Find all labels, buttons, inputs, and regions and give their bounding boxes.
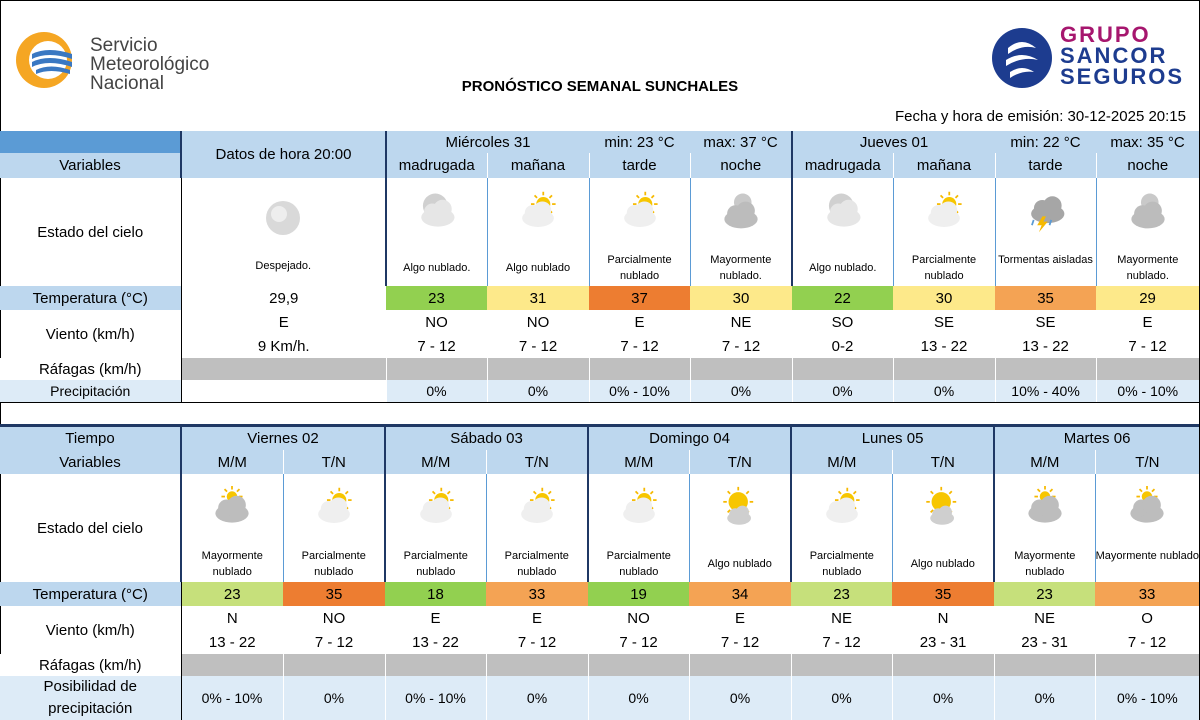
prec-cell: 0% bbox=[486, 676, 588, 720]
wind-dir-cell: SO bbox=[831, 313, 854, 331]
divider bbox=[0, 402, 1199, 403]
sky-cell bbox=[689, 474, 791, 582]
gust-cell bbox=[181, 654, 283, 676]
sky-cell bbox=[181, 474, 283, 582]
wind-speed-cell: 7 - 12 bbox=[721, 337, 761, 355]
temp-cell: 37 bbox=[589, 286, 690, 310]
wind-speed-cell: 23 - 31 bbox=[1021, 633, 1068, 651]
temp-cell: 33 bbox=[486, 582, 588, 606]
period-header: M/M bbox=[791, 450, 892, 474]
prec-cell: 0% - 10% bbox=[1096, 380, 1199, 402]
prec-cell: 0% bbox=[690, 380, 792, 402]
prec-cell: 0% bbox=[994, 676, 1095, 720]
gust-label: Ráfagas (km/h) bbox=[0, 654, 181, 676]
prec-cell: 0% bbox=[689, 676, 791, 720]
prec-cell: 0% bbox=[588, 676, 689, 720]
wind-speed-cell: 13 - 22 bbox=[920, 337, 968, 355]
sky-caption: Mayormente nublado. bbox=[1117, 254, 1179, 282]
sky-caption: Algo nublado bbox=[505, 262, 571, 274]
sky-caption: Parcialmente nublado bbox=[607, 254, 672, 282]
wind-dir-cell: N bbox=[226, 609, 238, 627]
temp-cell: 30 bbox=[893, 286, 995, 310]
sun-cloud-icon bbox=[615, 486, 663, 530]
gust-cell bbox=[486, 654, 588, 676]
gust-cell bbox=[792, 358, 893, 380]
sky-caption: Parcialmente nublado bbox=[606, 550, 671, 578]
sky-cell bbox=[1095, 474, 1199, 582]
gust-cell bbox=[1096, 358, 1199, 380]
wind-dir-cell: NE bbox=[730, 313, 752, 331]
gust-cell bbox=[995, 358, 1096, 380]
sky-cell bbox=[385, 474, 486, 582]
sky-cell bbox=[994, 474, 1095, 582]
temp-label: Temperatura (°C) bbox=[0, 582, 181, 606]
wind-speed-cell: 13 - 22 bbox=[412, 633, 459, 651]
prec-cell: 0% - 10% bbox=[385, 676, 486, 720]
period-header: T/N bbox=[689, 450, 791, 474]
gust-cell bbox=[385, 654, 486, 676]
sky-cell bbox=[487, 178, 589, 286]
sky-caption: Parcialmente nublado bbox=[504, 550, 569, 578]
wind-dir-cell: E bbox=[430, 609, 441, 627]
sky-cell bbox=[893, 178, 995, 286]
header bbox=[0, 0, 1200, 130]
wind-dir-cell: N bbox=[937, 609, 949, 627]
sky-caption: Algo nublado bbox=[707, 558, 772, 570]
gust-cell bbox=[791, 654, 892, 676]
wind-label: Viento (km/h) bbox=[0, 310, 181, 358]
moon-cloud-icon bbox=[819, 190, 867, 234]
sun-small-cloud-icon bbox=[716, 486, 764, 530]
variables-label: Variables bbox=[0, 153, 181, 178]
prec-cell: 0% bbox=[487, 380, 589, 402]
wind-dir-cell: O bbox=[1141, 609, 1153, 627]
sky-cell bbox=[1096, 178, 1199, 286]
wind-dir-cell: NE bbox=[831, 609, 852, 627]
temp-cell: 35 bbox=[283, 582, 385, 606]
page-title: PRONÓSTICO SEMANAL SUNCHALES bbox=[461, 78, 739, 95]
sky-caption: Mayormente nublado bbox=[1095, 550, 1199, 562]
sancor-name: GRUPO SANCOR SEGUROS bbox=[1060, 22, 1185, 89]
daily-forecast-table bbox=[0, 131, 1199, 402]
cloudy-night-icon bbox=[717, 190, 765, 234]
sky-caption: Mayormente nublado bbox=[1014, 550, 1076, 578]
day-min: min: 23 °C bbox=[589, 131, 690, 153]
sun-cloud-icon bbox=[920, 190, 968, 234]
wind-speed-cell: 7 - 12 bbox=[720, 633, 760, 651]
sky-caption: Algo nublado. bbox=[403, 262, 471, 274]
wind-dir-cell: E bbox=[1142, 313, 1153, 331]
wind-speed-cell: 13 - 22 bbox=[1022, 337, 1069, 355]
prec-cell: 0% bbox=[893, 380, 995, 402]
smn-name: Servicio Meteorológico Nacional bbox=[90, 35, 210, 94]
wind-dir-cell: SE bbox=[934, 313, 955, 331]
wind-speed-cell: 7 - 12 bbox=[1128, 337, 1167, 355]
temp-cell: 19 bbox=[588, 582, 689, 606]
sky-cell bbox=[792, 178, 893, 286]
prec-cell: 0% - 10% bbox=[1095, 676, 1199, 720]
period-header: tarde bbox=[589, 153, 690, 178]
wind-speed-cell: 0-2 bbox=[831, 337, 854, 355]
prec-label: Precipitación bbox=[0, 380, 181, 402]
sky-caption: Algo nublado. bbox=[809, 262, 877, 274]
sun-cloudy-icon bbox=[208, 486, 256, 530]
gust-cell bbox=[283, 654, 385, 676]
period-header: noche bbox=[690, 153, 792, 178]
emission-datetime: Fecha y hora de emisión: 30-12-2025 20:15 bbox=[894, 108, 1186, 125]
variables-label: Variables bbox=[0, 450, 181, 474]
temp-cell: 30 bbox=[690, 286, 792, 310]
day-min: min: 22 °C bbox=[995, 131, 1096, 153]
sky-cell bbox=[486, 474, 588, 582]
sky-cell bbox=[589, 178, 690, 286]
prec-cell: 0% bbox=[791, 676, 892, 720]
wind-dir-cell: NO bbox=[627, 609, 650, 627]
smn-logo-icon bbox=[10, 28, 85, 92]
gust-cell bbox=[588, 654, 689, 676]
wind-speed-cell: 7 - 12 bbox=[518, 337, 558, 355]
period-header: M/M bbox=[385, 450, 486, 474]
period-header: T/N bbox=[283, 450, 385, 474]
sky-caption: Parcialmente nublado bbox=[301, 550, 366, 578]
wind-speed-cell: 7 - 12 bbox=[619, 633, 658, 651]
period-header: T/N bbox=[892, 450, 994, 474]
current-sky-cell bbox=[181, 178, 386, 286]
prec-cell: 0% - 10% bbox=[181, 676, 283, 720]
temp-cell: 35 bbox=[892, 582, 994, 606]
sky-caption: Mayormente nublado bbox=[201, 550, 263, 578]
wind-dir-cell: NO bbox=[322, 609, 346, 627]
period-header: T/N bbox=[486, 450, 588, 474]
sun-cloud-icon bbox=[513, 486, 561, 530]
gust-cell bbox=[1095, 654, 1199, 676]
gust-cell bbox=[892, 654, 994, 676]
wind-speed-cell: 23 - 31 bbox=[919, 633, 967, 651]
sky-cell bbox=[588, 474, 689, 582]
temp-cell: 18 bbox=[385, 582, 486, 606]
sky-cell bbox=[995, 178, 1096, 286]
prec-cell: 10% - 40% bbox=[995, 380, 1096, 402]
wind-label: Viento (km/h) bbox=[0, 606, 181, 654]
day-max: max: 35 °C bbox=[1096, 131, 1199, 153]
moon-cloud-icon bbox=[413, 190, 461, 234]
prec-cell: 0% bbox=[892, 676, 994, 720]
sky-caption: Mayormente nublado. bbox=[710, 254, 772, 282]
sun-cloud-icon bbox=[514, 190, 562, 234]
cloudy-night-icon bbox=[1124, 190, 1172, 234]
temp-label: Temperatura (°C) bbox=[0, 286, 181, 310]
wind-dir-cell: NE bbox=[1034, 609, 1055, 627]
prec-cell: 0% bbox=[792, 380, 893, 402]
sky-cell bbox=[892, 474, 994, 582]
temp-cell: 34 bbox=[689, 582, 791, 606]
temp-cell: 22 bbox=[792, 286, 893, 310]
day-header: Domingo 04 bbox=[588, 427, 791, 450]
sky-label: Estado del cielo bbox=[0, 178, 181, 286]
sky-caption: Parcialmente nublado bbox=[809, 550, 874, 578]
temp-cell: 23 bbox=[791, 582, 892, 606]
sun-cloudy-icon bbox=[1021, 486, 1069, 530]
wind-speed-cell: 13 - 22 bbox=[208, 633, 256, 651]
wind-dir-cell: E bbox=[634, 313, 645, 331]
wind-speed-cell: 7 - 12 bbox=[417, 337, 456, 355]
sky-cell bbox=[386, 178, 487, 286]
sky-label: Estado del cielo bbox=[0, 474, 181, 582]
temp-cell: 23 bbox=[386, 286, 487, 310]
sky-caption: Parcialmente nublado bbox=[403, 550, 468, 578]
gust-cell bbox=[386, 358, 487, 380]
temp-cell: 31 bbox=[487, 286, 589, 310]
period-header: M/M bbox=[181, 450, 283, 474]
temp-cell: 23 bbox=[994, 582, 1095, 606]
sky-cell bbox=[283, 474, 385, 582]
sky-caption: Despejado. bbox=[255, 260, 312, 272]
sun-cloud-icon bbox=[310, 486, 358, 530]
wind-dir-cell: NO bbox=[425, 313, 448, 331]
period-header: mañana bbox=[893, 153, 995, 178]
tiempo-label: Tiempo bbox=[0, 427, 181, 450]
day-header: Jueves 01 bbox=[792, 131, 995, 153]
wind-dir-cell: E bbox=[532, 609, 543, 627]
temp-cell: 33 bbox=[1095, 582, 1199, 606]
wind-speed-cell: 7 - 12 bbox=[620, 337, 659, 355]
current-data-header: Datos de hora 20:00 bbox=[181, 131, 386, 178]
day-header: Viernes 02 bbox=[181, 427, 385, 450]
gust-cell bbox=[690, 358, 792, 380]
wind-speed-cell: 7 - 12 bbox=[314, 633, 354, 651]
sky-cell bbox=[791, 474, 892, 582]
current-wind-speed: 9 Km/h. bbox=[257, 337, 310, 355]
day-header: Sábado 03 bbox=[385, 427, 588, 450]
wind-speed-cell: 7 - 12 bbox=[822, 633, 861, 651]
sun-cloud-icon bbox=[616, 190, 664, 234]
temp-cell: 35 bbox=[995, 286, 1096, 310]
period-header: M/M bbox=[588, 450, 689, 474]
gust-cell bbox=[994, 654, 1095, 676]
sun-cloudy-icon bbox=[1123, 486, 1171, 530]
day-max: max: 37 °C bbox=[690, 131, 792, 153]
temp-cell: 23 bbox=[181, 582, 283, 606]
gust-label: Ráfagas (km/h) bbox=[0, 358, 181, 380]
sancor-logo-icon bbox=[988, 26, 1056, 90]
wind-dir-cell: E bbox=[735, 609, 746, 627]
gust-cell bbox=[487, 358, 589, 380]
prec-cell: 0% bbox=[386, 380, 487, 402]
moon-clear-icon bbox=[261, 196, 305, 240]
gust-cell bbox=[589, 358, 690, 380]
sky-caption: Algo nublado bbox=[910, 558, 975, 570]
wind-dir-cell: NO bbox=[526, 313, 550, 331]
weekly-forecast-table bbox=[0, 427, 1199, 720]
storm-icon bbox=[1022, 190, 1070, 234]
period-header: T/N bbox=[1095, 450, 1199, 474]
sky-caption: Parcialmente nublado bbox=[911, 254, 977, 282]
day-header: Miércoles 31 bbox=[386, 131, 589, 153]
prec-cell: 0% - 10% bbox=[589, 380, 690, 402]
current-wind-dir: E bbox=[278, 313, 289, 331]
sun-small-cloud-icon bbox=[919, 486, 967, 530]
wind-dir-cell: SE bbox=[1035, 313, 1056, 331]
gust-cell bbox=[181, 358, 386, 380]
prec-cell: 0% bbox=[283, 676, 385, 720]
day-header: Martes 06 bbox=[994, 427, 1199, 450]
period-header: noche bbox=[1096, 153, 1199, 178]
prec-label: Posibilidad de precipitación bbox=[0, 676, 181, 720]
sky-cell bbox=[690, 178, 792, 286]
gust-cell bbox=[893, 358, 995, 380]
sun-cloud-icon bbox=[412, 486, 460, 530]
current-temp: 29,9 bbox=[269, 289, 299, 307]
wind-speed-cell: 7 - 12 bbox=[1127, 633, 1167, 651]
period-header: mañana bbox=[487, 153, 589, 178]
sky-caption: Tormentas aisladas bbox=[998, 254, 1093, 266]
temp-cell: 29 bbox=[1096, 286, 1199, 310]
wind-speed-cell: 7 - 12 bbox=[517, 633, 557, 651]
sun-cloud-icon bbox=[818, 486, 866, 530]
period-header: madrugada bbox=[792, 153, 893, 178]
period-header: M/M bbox=[994, 450, 1095, 474]
gust-cell bbox=[689, 654, 791, 676]
period-header: tarde bbox=[995, 153, 1096, 178]
period-header: madrugada bbox=[386, 153, 487, 178]
day-header: Lunes 05 bbox=[791, 427, 994, 450]
